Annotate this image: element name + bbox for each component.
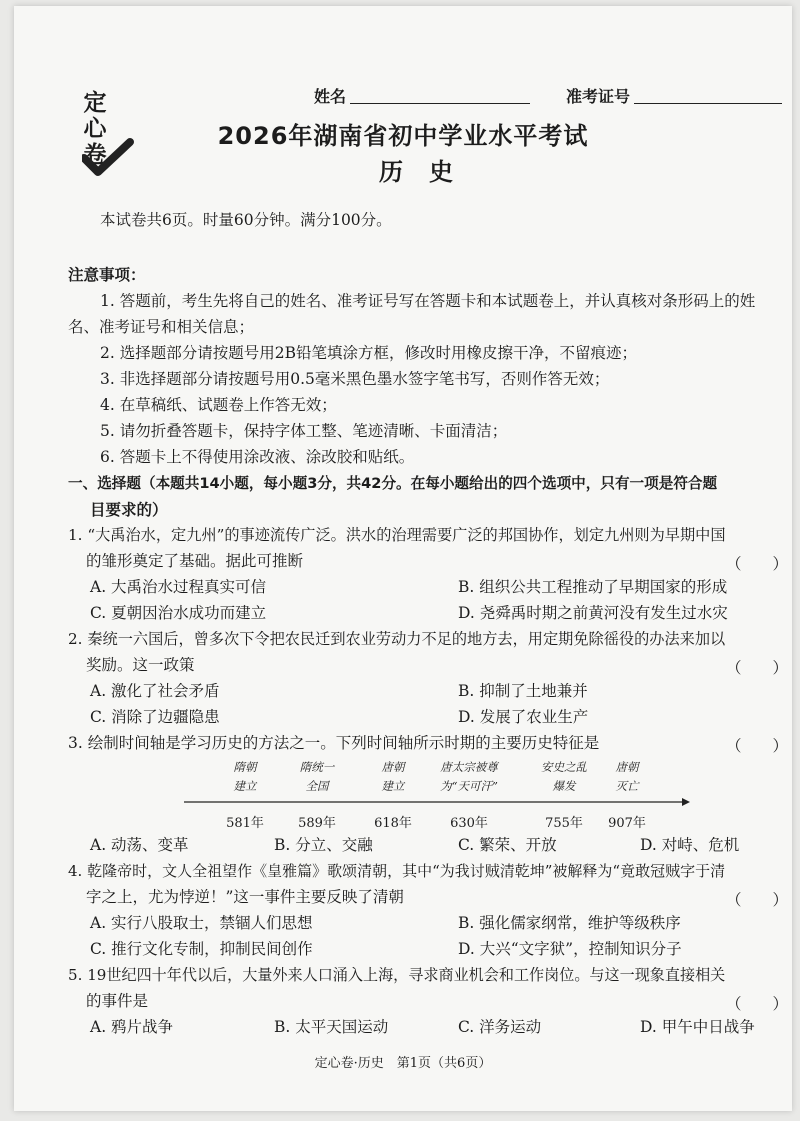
intro-text: 本试卷共6页。时量60分钟。满分100分。 [100, 211, 392, 229]
notice-line: 1. 答题前，考生先将自己的姓名、准考证号写在答题卡和本试题卷上，并认真核对条形码上的姓 [100, 292, 756, 310]
option-c[interactable]: C. 夏朝因治水成功而建立 [90, 604, 267, 622]
option-b[interactable]: B. 强化儒家纲常，维护等级秩序 [458, 914, 681, 932]
answer-bracket[interactable]: （ ） [726, 995, 789, 1013]
notice-line: 6. 答题卡上不得使用涂改液、涂改胶和贴纸。 [100, 448, 415, 466]
timeline-event-label: 隋统一 [299, 760, 335, 774]
answer-bracket[interactable]: （ ） [726, 659, 789, 677]
option-a[interactable]: A. 实行八股取士，禁锢人们思想 [90, 914, 313, 932]
page-footer: 定心卷·历史 第1页（共6页） [314, 1056, 492, 1071]
option-a[interactable]: A. 动荡、变革 [90, 836, 189, 854]
option-d[interactable]: D. 发展了农业生产 [458, 708, 589, 726]
exam-page [14, 6, 792, 1111]
question-2-stem: 2. 秦统一六国后，曾多次下令把农民迁到农业劳动力不足的地方去，用定期免除徭役的办法来加以 [68, 630, 726, 648]
question-3-stem: 3. 绘制时间轴是学习历史的方法之一。下列时间轴所示时期的主要历史特征是 [68, 734, 600, 752]
timeline-event-label: 爆发 [552, 779, 576, 793]
option-b[interactable]: B. 抑制了土地兼并 [458, 682, 588, 700]
timeline-event-label: 安史之乱 [541, 760, 587, 774]
notice-line: 5. 请勿折叠答题卡，保持字体工整、笔迹清晰、卡面清洁； [100, 422, 508, 440]
timeline-event-label: 隋朝 [233, 760, 257, 774]
timeline-event-label: 唐朝 [615, 760, 639, 774]
timeline-year: 907年 [608, 816, 646, 831]
exam-title: 2026年湖南省初中学业水平考试 [217, 122, 589, 150]
section-heading: 一、选择题（本题共14小题，每小题3分，共42分。在每小题给出的四个选项中，只有一项是符合题 [68, 475, 718, 492]
timeline-year: 755年 [545, 816, 583, 831]
question-1-stem-cont: 的雏形奠定了基础。据此可推断 [86, 552, 304, 570]
option-c[interactable]: C. 繁荣、开放 [458, 836, 557, 854]
option-a[interactable]: A. 鸦片战争 [90, 1018, 174, 1036]
timeline-event-label: 全国 [305, 779, 329, 793]
answer-bracket[interactable]: （ ） [726, 555, 789, 573]
timeline-event-label: 建立 [381, 779, 405, 793]
option-d[interactable]: D. 大兴“文字狱”，控制知识分子 [458, 940, 682, 958]
timeline-year: 618年 [374, 816, 412, 831]
exam-id-label: 准考证号 [566, 87, 631, 106]
answer-bracket[interactable]: （ ） [726, 891, 789, 909]
exam-id-field[interactable] [634, 103, 782, 104]
stamp-text: 定心卷 [83, 90, 107, 168]
question-4-stem: 4. 乾隆帝时，文人全祖望作《皇雅篇》歌颂清朝，其中“为我讨贼清乾坤”被解释为“竟敢冠贼字于清 [68, 862, 726, 880]
option-b[interactable]: B. 太平天国运动 [274, 1018, 389, 1036]
answer-bracket[interactable]: （ ） [726, 737, 789, 755]
option-c[interactable]: C. 消除了边疆隐患 [90, 708, 220, 726]
option-c[interactable]: C. 推行文化专制，抑制民间创作 [90, 940, 313, 958]
question-1-stem: 1. “大禹治水，定九州”的事迹流传广泛。洪水的治理需要广泛的邦国协作，划定九州则为早期中国 [68, 526, 726, 544]
timeline-axis [184, 795, 694, 809]
option-a[interactable]: A. 激化了社会矛盾 [90, 682, 220, 700]
option-b[interactable]: B. 分立、交融 [274, 836, 373, 854]
timeline-event-label: 唐太宗被尊 [440, 760, 498, 774]
notice-heading: 注意事项： [68, 266, 146, 284]
name-field[interactable] [350, 103, 530, 104]
question-5-stem: 5. 19世纪四十年代以后，大量外来人口涌入上海，寻求商业机会和工作岗位。与这一现象直接相关 [68, 966, 726, 984]
section-heading-cont: 目要求的） [90, 501, 168, 519]
question-5-stem-cont: 的事件是 [86, 992, 149, 1010]
timeline-event-label: 建立 [233, 779, 257, 793]
notice-line: 3. 非选择题部分请按题号用0.5毫米黑色墨水签字笔书写，否则作答无效； [100, 370, 610, 388]
timeline-year: 581年 [226, 816, 264, 831]
option-d[interactable]: D. 甲午中日战争 [640, 1018, 755, 1036]
notice-line: 4. 在草稿纸、试题卷上作答无效； [100, 396, 337, 414]
option-b[interactable]: B. 组织公共工程推动了早期国家的形成 [458, 578, 728, 596]
timeline-event-label: 灭亡 [615, 779, 639, 793]
name-label: 姓名 [314, 87, 347, 106]
option-d[interactable]: D. 尧舜禹时期之前黄河没有发生过水灾 [458, 604, 728, 622]
option-a[interactable]: A. 大禹治水过程真实可信 [90, 578, 267, 596]
timeline-event-label: 唐朝 [381, 760, 405, 774]
timeline-event-label: 为“天可汗” [440, 779, 498, 793]
option-c[interactable]: C. 洋务运动 [458, 1018, 542, 1036]
question-2-stem-cont: 奖励。这一政策 [86, 656, 195, 674]
notice-line: 名、准考证号和相关信息； [68, 318, 255, 336]
subject-title: 历史 [379, 158, 479, 186]
question-4-stem-cont: 字之上，尤为悖逆！”这一事件主要反映了清朝 [86, 888, 404, 906]
option-d[interactable]: D. 对峙、危机 [640, 836, 740, 854]
timeline-year: 589年 [298, 816, 336, 831]
timeline-year: 630年 [450, 816, 488, 831]
notice-line: 2. 选择题部分请按题号用2B铅笔填涂方框，修改时用橡皮擦干净，不留痕迹； [100, 344, 637, 362]
